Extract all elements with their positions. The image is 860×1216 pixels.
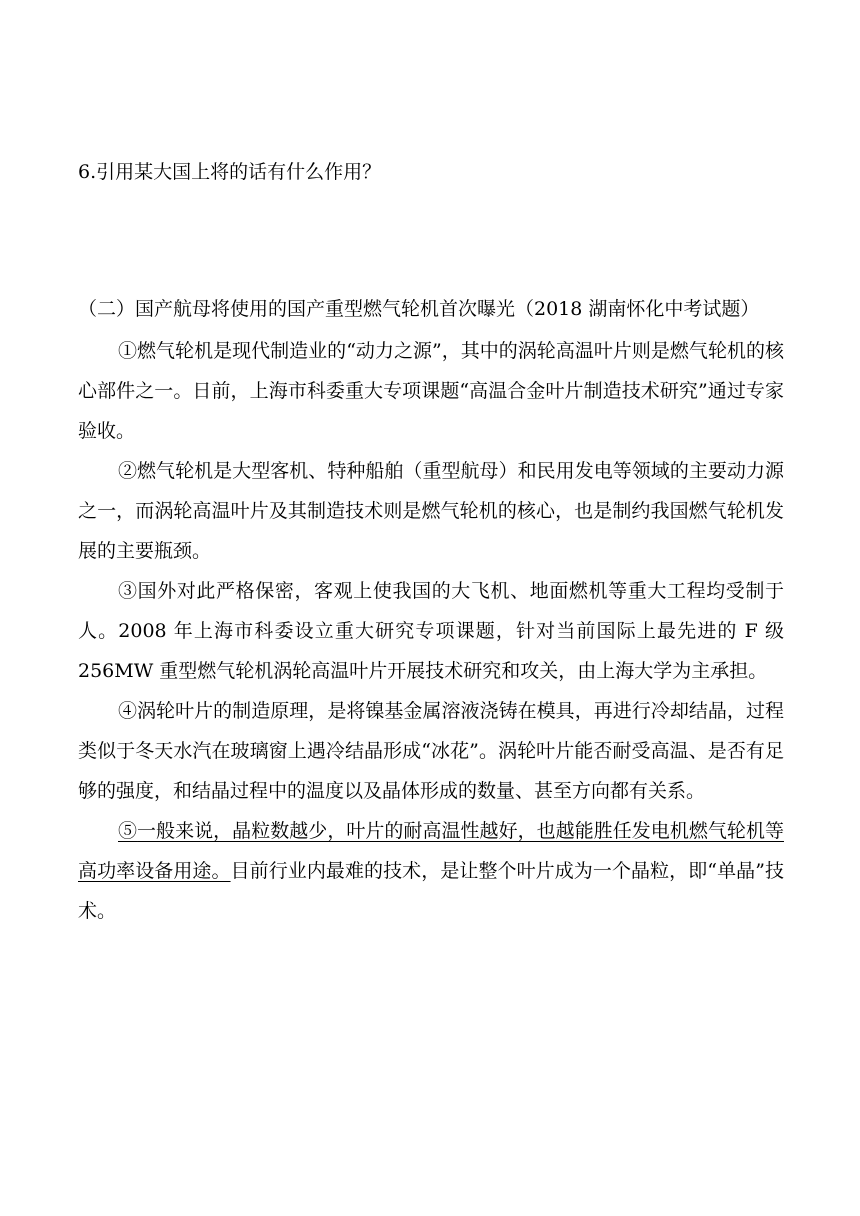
article-body [78, 331, 784, 931]
paragraph-2: ②燃气轮机是大型客机、特种船舶（重型航母）和民用发电等领域的主要动力源之一，而涡轮高温叶片及其制造技术则是燃气轮机的核心，也是制约我国燃气轮机发展的主要瓶颈。 [78, 460, 784, 562]
paragraph-5 [78, 811, 784, 931]
section-title: （二）国产航母将使用的国产重型燃气轮机首次曝光（2018 湖南怀化中考试题） [78, 298, 760, 320]
paragraph-5-underlined-sentence: 一般来说，晶粒数越少，叶片的耐高温性越好，也越能胜任发电机燃气轮机等高功率设备用途。 [78, 820, 784, 882]
paragraph-5-rest: 目前行业内最难的技术，是让整个叶片成为一个晶粒，即“单晶”技术。 [78, 860, 784, 922]
paragraph-1: ①燃气轮机是现代制造业的“动力之源”，其中的涡轮高温叶片则是燃气轮机的核心部件之一。日前，上海市科委重大专项课题“高温合金叶片制造技术研究”通过专家验收。 [78, 340, 784, 442]
paragraph-3: ③国外对此严格保密，客观上使我国的大飞机、地面燃机等重大工程均受制于人。2008 年上海市科委设立重大研究专项课题，针对当前国际上最先进的 F 级 256MW 重型燃气轮机涡轮高温叶片开展技术研究和攻关，由上海大学为主承担。 [78, 580, 784, 682]
question-6: 6.引用某大国上将的话有什么作用？ [78, 161, 382, 183]
paragraph-4: ④涡轮叶片的制造原理，是将镍基金属溶液浇铸在模具，再进行冷却结晶，过程类似于冬天水汽在玻璃窗上遇冷结晶形成“冰花”。涡轮叶片能否耐受高温、是否有足够的强度，和结晶过程中的温度以及晶体形成的数量、甚至方向都有关系。 [78, 700, 784, 802]
paragraph-5-number: ⑤ [118, 820, 138, 842]
